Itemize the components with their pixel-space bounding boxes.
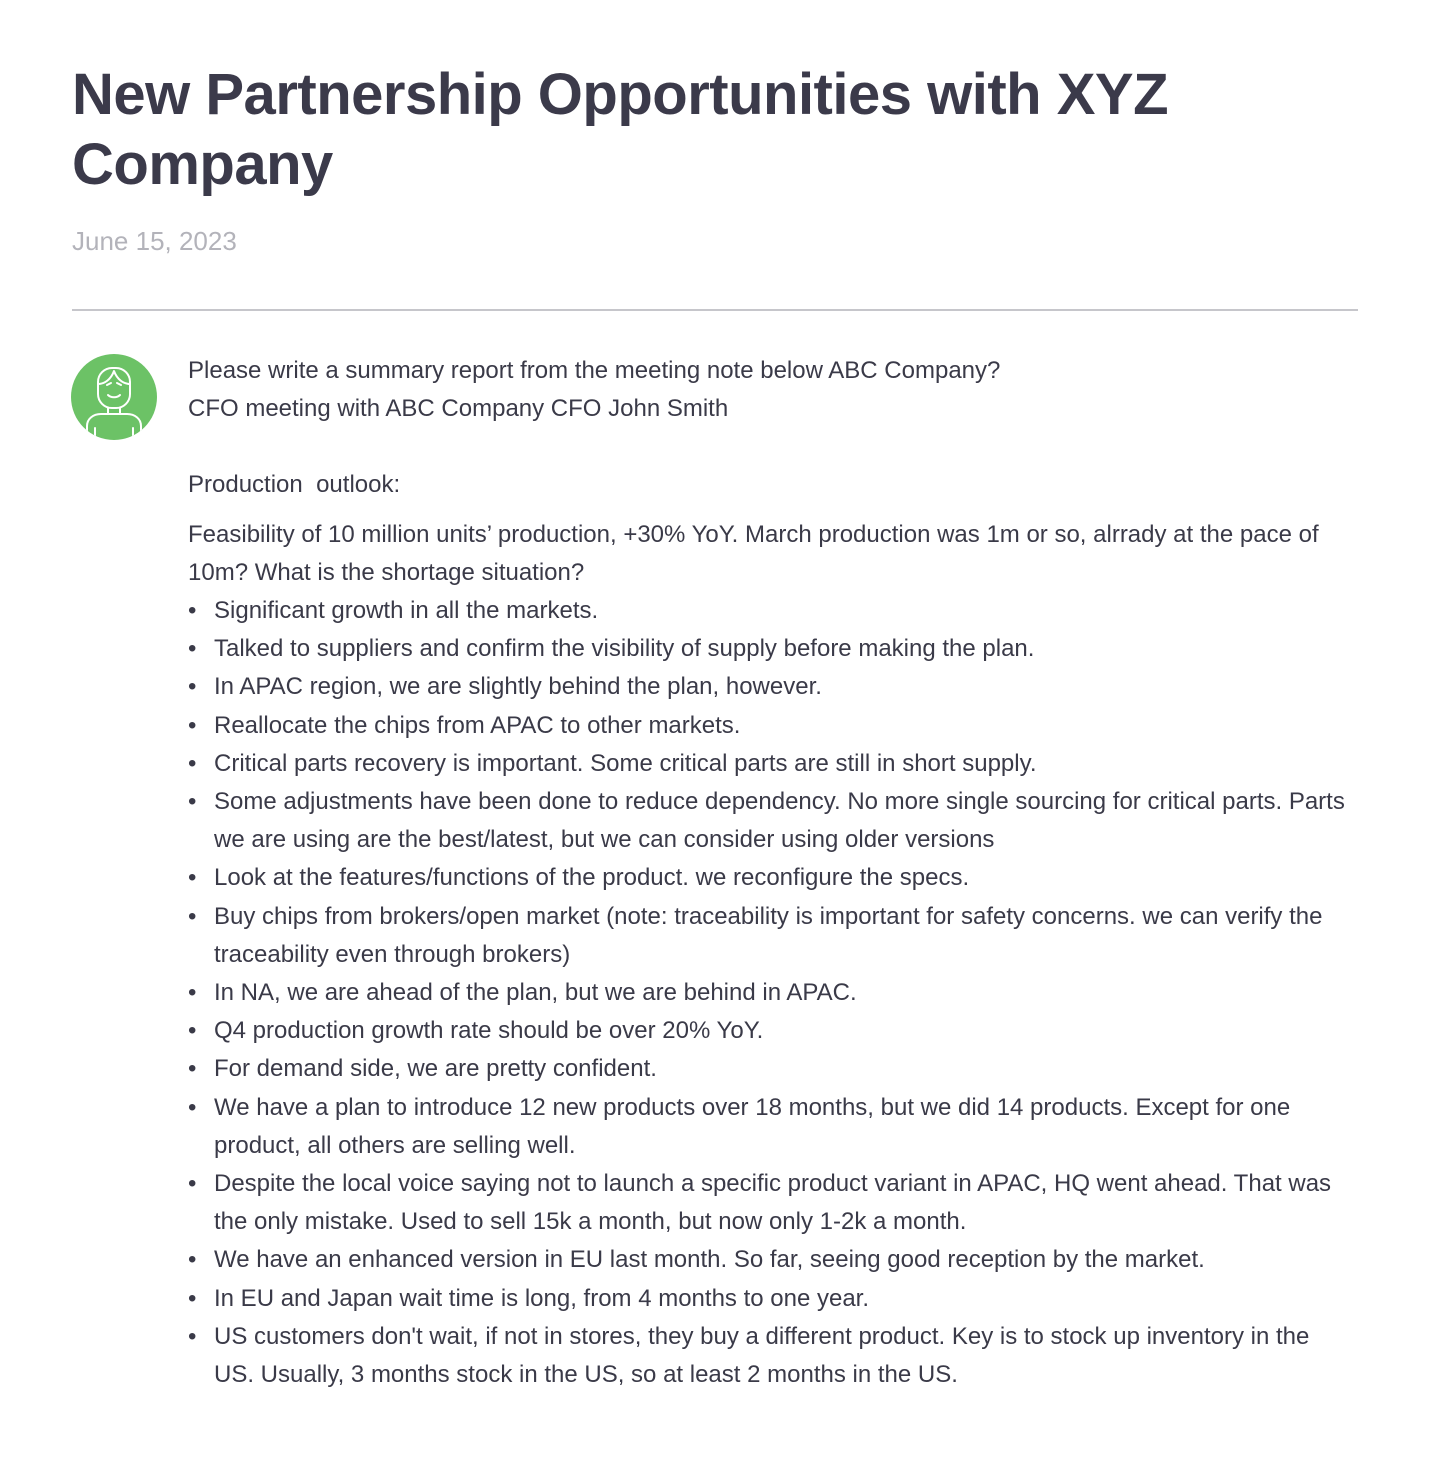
bullet-dot-icon: •: [188, 979, 197, 1007]
bullet-text: We have a plan to introduce 12 new products over 18 months, but we did 14 products. Except for one product, all others are selling well.: [214, 1093, 1291, 1159]
bullet-text: In APAC region, we are slightly behind the plan, however.: [214, 673, 822, 701]
bullet-item: [188, 1050, 1353, 1088]
bullet-dot-icon: •: [188, 864, 197, 892]
bullet-text: Reallocate the chips from APAC to other markets.: [214, 711, 741, 739]
header-divider: [72, 309, 1358, 311]
user-avatar-icon: [71, 354, 157, 440]
bullet-dot-icon: •: [188, 749, 197, 777]
bullet-text: Critical parts recovery is important. Some critical parts are still in short supply.: [214, 749, 1037, 777]
bullet-text: Significant growth in all the markets.: [214, 597, 599, 624]
prompt-line-1: Please write a summary report from the meeting note below ABC Company?: [188, 357, 1001, 384]
bullet-dot-icon: •: [188, 673, 197, 701]
bullet-item: [188, 707, 1353, 745]
bullet-item: [188, 1089, 1353, 1165]
bullet-item: [188, 745, 1353, 783]
bullet-dot-icon: •: [188, 1246, 197, 1274]
bullet-dot-icon: •: [188, 1093, 197, 1121]
bullet-dot-icon: •: [188, 788, 197, 816]
bullet-dot-icon: •: [188, 902, 197, 930]
bullet-dot-icon: •: [188, 635, 197, 663]
bullet-dot-icon: •: [188, 1322, 197, 1350]
bullet-text: Buy chips from brokers/open market (note: traceability is important for safety concerns. we can verify the traceability even through brokers): [214, 902, 1323, 968]
bullet-list: [188, 592, 1353, 1394]
bullet-text: For demand side, we are pretty confident.: [214, 1055, 657, 1083]
bullet-item: [188, 1012, 1353, 1050]
prompt-line-2: CFO meeting with ABC Company CFO John Smith: [188, 395, 729, 422]
bullet-text: Some adjustments have been done to reduce dependency. No more single sourcing for critical parts. Parts we are using are the best/latest, but we can consider using older versions: [214, 788, 1345, 854]
bullet-text: In NA, we are ahead of the plan, but we are behind in APAC.: [214, 979, 857, 1007]
bullet-text: Talked to suppliers and confirm the visibility of supply before making the plan.: [214, 635, 1035, 663]
section-heading: Production outlook:: [188, 471, 401, 498]
page-date: June 15, 2023: [72, 226, 237, 256]
bullet-dot-icon: •: [188, 711, 197, 739]
bullet-dot-icon: •: [188, 1170, 197, 1198]
bullet-item: [188, 1241, 1353, 1279]
intro-paragraph: Feasibility of 10 million units’ production, +30% YoY. March production was 1m or so, alrrady at the pace of 10m? What is the shortage situation?: [188, 521, 1319, 586]
bullet-dot-icon: •: [188, 597, 197, 624]
bullet-item: [188, 630, 1353, 668]
bullet-text: In EU and Japan wait time is long, from 4 months to one year.: [214, 1284, 870, 1312]
bullet-item: [188, 668, 1353, 706]
bullet-text: Look at the features/functions of the product. we reconfigure the specs.: [214, 864, 970, 892]
bullet-item: [188, 898, 1353, 974]
bullet-dot-icon: •: [188, 1284, 197, 1312]
bullet-text: US customers don't wait, if not in stores, they buy a different product. Key is to stock up inventory in the US. Usually, 3 months stock in the US, so at least 2 months in the US.: [214, 1322, 1310, 1389]
bullet-item: [188, 592, 1353, 630]
message-content: [188, 352, 1378, 1394]
bullet-text: Despite the local voice saying not to launch a specific product variant in APAC, HQ went ahead. That was the only mistake. Used to sell 15k a month, but now only 1-2k a month.: [214, 1170, 1332, 1236]
bullet-item: [188, 1280, 1353, 1318]
bullet-item: [188, 783, 1353, 859]
bullet-dot-icon: •: [188, 1055, 197, 1083]
page-title: New Partnership Opportunities with XYZ Company: [72, 62, 1168, 197]
bullet-text: We have an enhanced version in EU last month. So far, seeing good reception by the market.: [214, 1246, 1205, 1274]
bullet-item: [188, 1165, 1353, 1241]
bullet-text: Q4 production growth rate should be over 20% YoY.: [214, 1017, 764, 1045]
bullet-item: [188, 974, 1353, 1012]
bullet-item: [188, 1318, 1353, 1394]
bullet-dot-icon: •: [188, 1017, 197, 1045]
bullet-item: [188, 859, 1353, 897]
